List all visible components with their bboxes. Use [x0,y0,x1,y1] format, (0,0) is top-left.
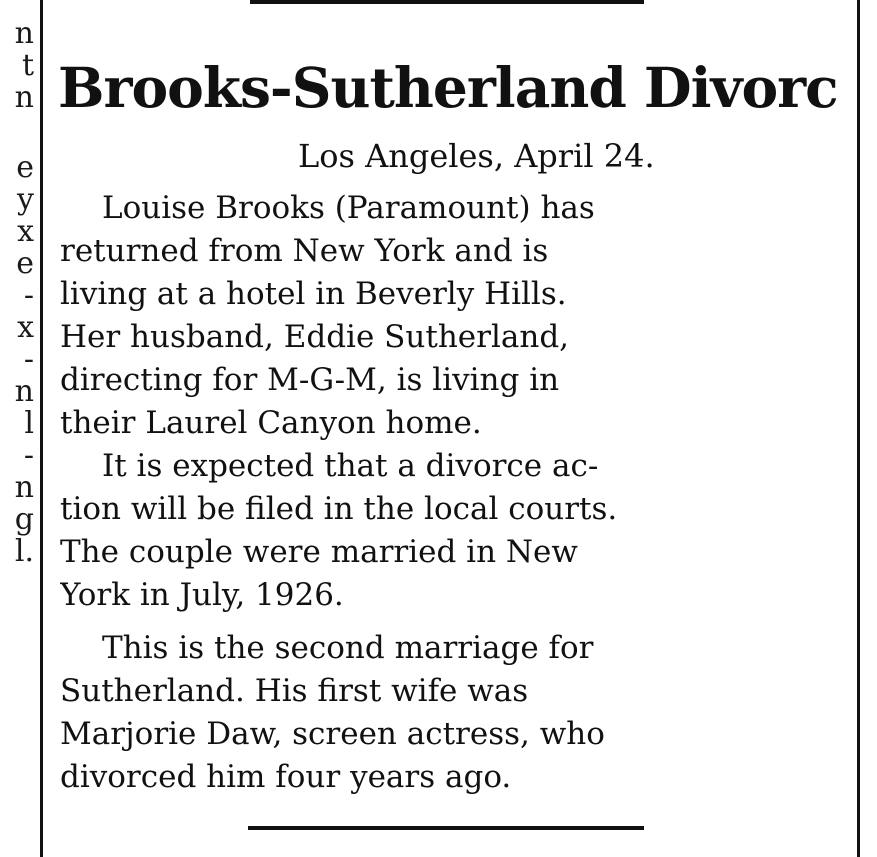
article-body-line: tion will be filed in the local courts. [60,491,618,527]
article-body-line: This is the second marriage for [102,630,594,666]
left-column-fragments [0,18,34,568]
fragment-text: - [23,342,34,377]
left-column-rule [40,0,43,857]
fragment-text: x [17,214,34,249]
article-headline: Brooks-Sutherland Divorc [58,55,838,120]
fragment-text: n [14,80,34,115]
fragment-text: g [14,502,34,537]
article-body-line: Sutherland. His first wife was [60,673,529,709]
article-body-line: Marjorie Daw, screen actress, who [60,716,605,752]
top-separator-rule [250,0,644,4]
fragment-text: e [16,150,34,185]
fragment-text: e [16,246,34,281]
bottom-separator-rule [248,826,644,830]
fragment-text: - [23,438,34,473]
fragment-text: n [14,374,34,409]
article-body-line: divorced him four years ago. [60,759,512,795]
article-body-line: It is expected that a divorce ac- [102,448,599,484]
article-dateline: Los Angeles, April 24. [298,137,655,175]
fragment-text: n [14,470,34,505]
article-body-line: Her husband, Eddie Sutherland, [60,319,570,355]
article-body-line: their Laurel Canyon home. [60,405,482,441]
fragment-gap [0,114,34,152]
fragment-text: x [17,310,34,345]
fragment-text: y [17,182,34,217]
fragment-text: - [23,278,34,313]
article-body-line: returned from New York and is [60,233,549,269]
article-body-line: living at a hotel in Beverly Hills. [60,276,567,312]
fragment-text: t [21,48,34,83]
article-body-line: The couple were married in New [60,534,578,570]
fragment-text: l. [14,534,34,569]
fragment-text: l [24,406,34,441]
fragment-text: n [14,16,34,51]
right-column-rule [857,0,860,857]
article-body-line: directing for M-G-M, is living in [60,362,560,398]
article-body-line: York in July, 1926. [60,577,344,613]
article-body-line: Louise Brooks (Paramount) has [102,190,595,226]
